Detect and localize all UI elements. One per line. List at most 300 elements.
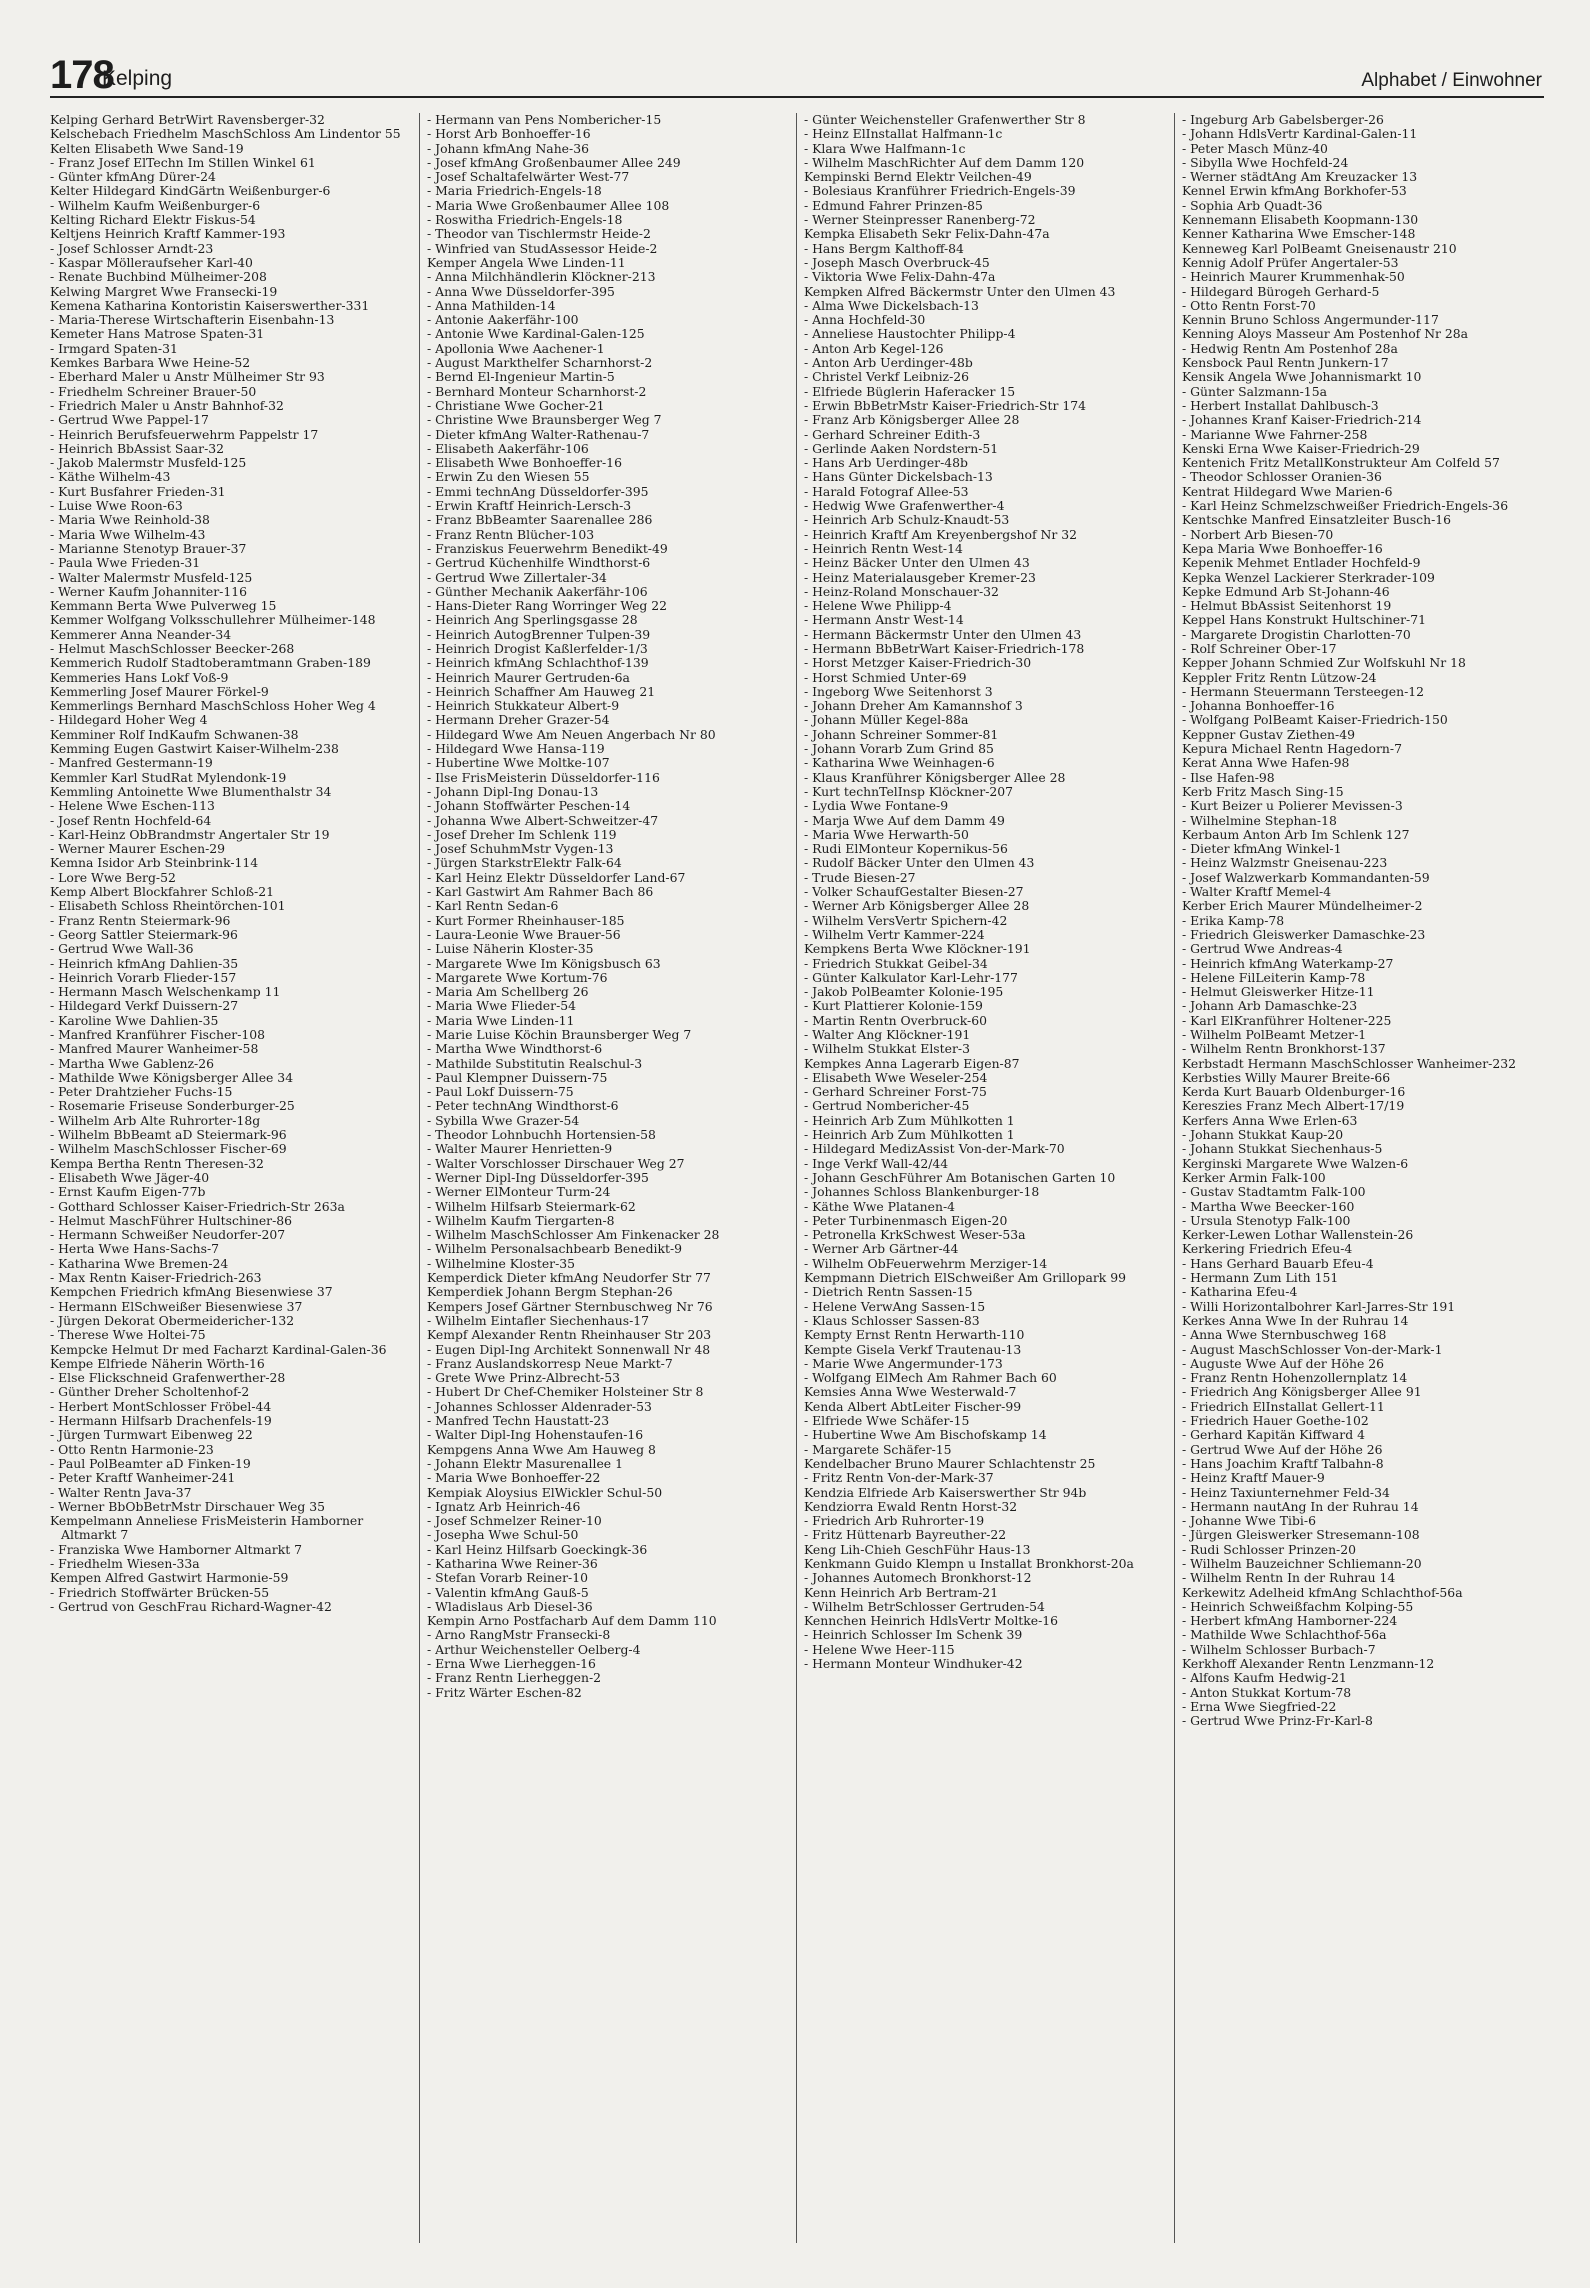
directory-entry: - Irmgard Spaten-31 [50, 340, 178, 356]
directory-entry: - Helmut MaschSchlosser Beecker-268 [50, 640, 295, 656]
directory-entry: - Hildegard Wwe Am Neuen Angerbach Nr 80 [427, 726, 716, 742]
running-head: Kelping [102, 67, 173, 90]
directory-entry: - Heinrich AutogBrenner Tulpen-39 [427, 626, 651, 642]
directory-entry: - Johannes Automech Bronkhorst-12 [804, 1570, 1032, 1586]
directory-entry: - Gertrud Wwe Pappel-17 [50, 412, 209, 428]
directory-entry: - Rudolf Bäcker Unter den Ulmen 43 [804, 855, 1035, 871]
directory-entry: - Johann Elektr Masurenallee 1 [427, 1455, 623, 1471]
directory-entry: - Johann Dreher Am Kamannshof 3 [804, 698, 1023, 714]
directory-entry: - Wilhelm Vertr Kammer-224 [804, 926, 985, 942]
directory-entry: - Wolfgang ElMech Am Rahmer Bach 60 [804, 1370, 1057, 1386]
directory-entry: - Heinrich kfmAng Dahlien-35 [50, 955, 239, 971]
directory-entry: - Walter Rentn Java-37 [50, 1484, 192, 1500]
directory-entry: - Gertrud Wwe Zillertaler-34 [427, 569, 607, 585]
directory-entry: - Luise Näherin Kloster-35 [427, 941, 594, 957]
directory-entry: - Maria Wwe Herwarth-50 [804, 826, 969, 842]
directory-entry: - Hubertine Wwe Am Bischofskamp 14 [804, 1427, 1047, 1443]
directory-entry: - Kaspar Mölleraufseher Karl-40 [50, 254, 253, 270]
directory-entry: - Theodor Lohnbuchh Hortensien-58 [427, 1127, 656, 1143]
directory-entry: - Friedrich Gleiswerker Damaschke-23 [1182, 926, 1426, 942]
directory-entry: Kerbaum Anton Arb Im Schlenk 127 [1182, 826, 1410, 842]
directory-entry: - Klaus Schlosser Sassen-83 [804, 1312, 980, 1328]
directory-entry: - Franz Arb Königsberger Allee 28 [804, 412, 1020, 428]
directory-entry: Kemminer Rolf IndKaufm Schwanen-38 [50, 726, 299, 742]
directory-entry: Kempken Alfred Bäckermstr Unter den Ulmen 43 [804, 283, 1116, 299]
directory-entry: - Helene FilLeiterin Kamp-78 [1182, 969, 1366, 985]
directory-entry: - Wladislaus Arb Diesel-36 [427, 1598, 593, 1614]
directory-entry: - Gertrud von GeschFrau Richard-Wagner-42 [50, 1598, 332, 1614]
directory-entry: - Wilhelm ObFeuerwehrm Merziger-14 [804, 1255, 1048, 1271]
directory-entry: - Werner Arb Gärtner-44 [804, 1241, 959, 1257]
directory-entry: - Karl Heinz Hilfsarb Goeckingk-36 [427, 1541, 648, 1557]
directory-entry: - Gustav Stadtamtm Falk-100 [1182, 1184, 1366, 1200]
directory-entry: Kerkewitz Adelheid kfmAng Schlachthof-56a [1182, 1584, 1463, 1600]
directory-entry: - Hermann Schweißer Neudorfer-207 [50, 1227, 286, 1243]
directory-entry: - Sibylla Wwe Hochfeld-24 [1182, 154, 1349, 170]
directory-entry: Kempgens Anna Wwe Am Hauweg 8 [427, 1441, 656, 1457]
directory-entry: - Inge Verkf Wall-42/44 [804, 1155, 949, 1171]
directory-entry: - Günter kfmAng Dürer-24 [50, 169, 216, 185]
directory-entry: Kempa Bertha Rentn Theresen-32 [50, 1155, 264, 1171]
directory-entry: - Elisabeth Wwe Weseler-254 [804, 1069, 988, 1085]
directory-entry: Kerkes Anna Wwe In der Ruhrau 14 [1182, 1312, 1409, 1328]
directory-entry: - Paul Lokf Duissern-75 [427, 1084, 574, 1100]
directory-entry: - Werner Arb Königsberger Allee 28 [804, 898, 1030, 914]
directory-entry: Kepke Edmund Arb St-Johann-46 [1182, 583, 1390, 599]
directory-entry: - Winfried van StudAssessor Heide-2 [427, 240, 658, 256]
directory-entry: - Walter Ang Klöckner-191 [804, 1027, 971, 1042]
directory-entry: - Erwin Kraftf Heinrich-Lersch-3 [427, 498, 632, 514]
directory-entry: - Anton Stukkat Kortum-78 [1182, 1684, 1352, 1700]
directory-entry: - Klaus Kranführer Königsberger Allee 28 [804, 769, 1066, 785]
directory-entry: Kendziorra Ewald Rentn Horst-32 [804, 1498, 1018, 1514]
directory-entry: - Gertrud Küchenhilfe Windthorst-6 [427, 555, 651, 571]
directory-entry: - Rudi ElMonteur Kopernikus-56 [804, 841, 1008, 857]
directory-entry: Kelwing Margret Wwe Fransecki-19 [50, 283, 278, 299]
directory-entry: - Fritz Wärter Eschen-82 [427, 1684, 582, 1700]
directory-entry: - Josef SchuhmMstr Vygen-13 [427, 841, 614, 857]
directory-entry: - Jürgen StarkstrElektr Falk-64 [427, 855, 622, 871]
directory-entry: - Johann Stukkat Kaup-20 [1182, 1127, 1344, 1143]
directory-entry: - Herta Wwe Hans-Sachs-7 [50, 1241, 220, 1257]
directory-entry: - Otto Rentn Harmonie-23 [50, 1441, 214, 1457]
directory-entry: - Johann Müller Kegel-88a [804, 712, 969, 728]
directory-entry: - Marja Wwe Auf dem Damm 49 [804, 812, 1005, 828]
directory-entry: - Johanna Wwe Albert-Schweitzer-47 [427, 812, 659, 828]
directory-entry: - Viktoria Wwe Felix-Dahn-47a [804, 269, 996, 285]
directory-entry: - Edmund Fahrer Prinzen-85 [804, 197, 983, 213]
directory-entry: - Käthe Wilhelm-43 [50, 469, 171, 485]
directory-entry: - Josef Schlosser Arndt-23 [50, 240, 214, 256]
directory-entry: Kerfers Anna Wwe Erlen-63 [1182, 1112, 1358, 1128]
directory-entry: - Christiane Wwe Gocher-21 [427, 397, 605, 413]
directory-entry: - Johannes Schloss Blankenburger-18 [804, 1184, 1040, 1200]
directory-entry: - Walter Vorschlosser Dirschauer Weg 27 [427, 1155, 685, 1171]
directory-entry: - Sybilla Wwe Grazer-54 [427, 1112, 580, 1128]
directory-entry: - Heinrich Arb Zum Mühlkotten 1 [804, 1112, 1015, 1128]
directory-entry: - Johann Arb Damaschke-23 [1182, 998, 1358, 1014]
directory-entry: - Anna Mathilden-14 [427, 297, 556, 313]
directory-entry: - Elisabeth Wwe Bonhoeffer-16 [427, 455, 622, 471]
directory-entry: - Jakob PolBeamter Kolonie-195 [804, 984, 1004, 1000]
section-title: Alphabet / Einwohner [1361, 70, 1542, 91]
directory-entry: - Jürgen Turmwart Eibenweg 22 [50, 1427, 253, 1443]
directory-entry: - Katharina Wwe Weinhagen-6 [804, 755, 995, 771]
directory-entry: - Walter Kraftf Memel-4 [1182, 884, 1332, 900]
directory-entry: - Rudi Schlosser Prinzen-20 [1182, 1541, 1357, 1557]
directory-entry: - Horst Schmied Unter-69 [804, 669, 967, 685]
directory-entry: - Hermann Anstr West-14 [804, 612, 964, 628]
directory-entry: - Emmi technAng Düsseldorfer-395 [427, 483, 649, 499]
directory-entry: - Heinrich Arb Schulz-Knaudt-53 [804, 512, 1010, 528]
directory-entry: - Karl Heinz Schmelzschweißer Friedrich-Engels-36 [1182, 498, 1509, 514]
directory-entry: - Wilhelm Kaufm Weißenburger-6 [50, 197, 261, 213]
directory-entry: - Wilhelm Rentn Bronkhorst-137 [1182, 1041, 1386, 1057]
directory-entry: - Maria Am Schellberg 26 [427, 984, 589, 1000]
directory-entry: - Manfred Maurer Wanheimer-58 [50, 1041, 259, 1057]
directory-entry: - Johanna Bonhoeffer-16 [1182, 698, 1335, 714]
directory-entry: Kensbock Paul Rentn Junkern-17 [1182, 355, 1389, 371]
directory-entry: - Herbert Installat Dahlbusch-3 [1182, 397, 1379, 413]
directory-entry: Kempmann Dietrich ElSchweißer Am Grillopark 99 [804, 1270, 1126, 1286]
directory-entry: - Hubert Dr Chef-Chemiker Holsteiner Str 8 [427, 1384, 704, 1400]
directory-entry: - Walter Maurer Henrietten-9 [427, 1141, 613, 1157]
directory-entry: Kerber Erich Maurer Mündelheimer-2 [1182, 898, 1423, 914]
directory-entry: - Dieter kfmAng Winkel-1 [1182, 841, 1342, 857]
directory-entry: - Gerhard Kapitän Kiffward 4 [1182, 1427, 1365, 1443]
directory-entry: Kemena Katharina Kontoristin Kaiserswerther-331 [50, 297, 370, 313]
directory-entry: - Heinrich Schlosser Im Schenk 39 [804, 1627, 1023, 1643]
directory-entry: Kendelbacher Bruno Maurer Schlachtenstr 25 [804, 1455, 1096, 1471]
directory-entry: - Herbert MontSchlosser Fröbel-44 [50, 1398, 272, 1414]
directory-entry: - Therese Wwe Holtei-75 [50, 1327, 206, 1343]
directory-entry: - Stefan Vorarb Reiner-10 [427, 1570, 589, 1586]
directory-entry: Kemming Eugen Gastwirt Kaiser-Wilhelm-238 [50, 741, 339, 757]
column-divider [419, 113, 420, 2243]
directory-entry: - Johann GeschFührer Am Botanischen Garten 10 [804, 1169, 1116, 1185]
directory-entry: - Maria Friedrich-Engels-18 [427, 183, 602, 199]
directory-entry: - Alfons Kaufm Hedwig-21 [1182, 1670, 1347, 1686]
directory-entry: - Hildegard MedizAssist Von-der-Mark-70 [804, 1141, 1065, 1157]
directory-entry: Kenn Heinrich Arb Bertram-21 [804, 1584, 999, 1600]
directory-entry: Keng Lih-Chieh GeschFühr Haus-13 [804, 1541, 1031, 1557]
directory-entry: - Hans Bergm Kalthoff-84 [804, 240, 964, 256]
directory-entry: - Wilhelm Arb Alte Ruhrorter-18g [50, 1112, 261, 1128]
directory-entry: - Sophia Arb Quadt-36 [1182, 197, 1323, 213]
directory-entry: - Erika Kamp-78 [1182, 912, 1285, 928]
directory-entry: - Hildegard Verkf Duissern-27 [50, 998, 239, 1014]
directory-entry: - Günter Kalkulator Karl-Lehr-177 [804, 969, 1018, 985]
directory-entry: - Werner städtAng Am Kreuzacker 13 [1182, 169, 1418, 185]
directory-entry: - Erwin BbBetrMstr Kaiser-Friedrich-Str 174 [804, 397, 1086, 413]
directory-entry: Kemmler Karl StudRat Mylendonk-19 [50, 769, 287, 785]
directory-entry: Kempf Alexander Rentn Rheinhauser Str 203 [427, 1327, 712, 1343]
directory-entry: - Eberhard Maler u Anstr Mülheimer Str 93 [50, 369, 325, 385]
directory-entry: - Kurt Beizer u Polierer Mevissen-3 [1182, 798, 1403, 814]
directory-entry: - Walter Malermstr Musfeld-125 [50, 569, 253, 585]
directory-entry: - Wilhelm VersVertr Spichern-42 [804, 912, 1008, 928]
directory-entry: - Heinrich Maurer Gertruden-6a [427, 669, 630, 685]
directory-entry: - Hans Arb Uerdinger-48b [804, 455, 968, 471]
directory-entry: Kemmerlings Bernhard MaschSchloss Hoher Weg 4 [50, 698, 376, 714]
directory-entry: - Auguste Wwe Auf der Höhe 26 [1182, 1355, 1385, 1371]
directory-entry: - Friedrich Maler u Anstr Bahnhof-32 [50, 397, 284, 413]
directory-entry: - Franz Rentn Hohenzollernplatz 14 [1182, 1370, 1408, 1386]
directory-entry: - Kurt technTelInsp Klöckner-207 [804, 783, 1014, 799]
directory-entry: Kemmer Wolfgang Volksschullehrer Mülheimer-148 [50, 612, 376, 628]
directory-entry: Kemeter Hans Matrose Spaten-31 [50, 326, 265, 342]
directory-entry: - Anna Milchhändlerin Klöckner-213 [427, 269, 656, 285]
directory-entry: Kereszies Franz Mech Albert-17/19 [1182, 1098, 1405, 1114]
directory-entry: - Heinz Walzmstr Gneisenau-223 [1182, 855, 1388, 871]
directory-entry: - Katharina Efeu-4 [1182, 1284, 1298, 1300]
directory-entry: Kentschke Manfred Einsatzleiter Busch-16 [1182, 512, 1452, 528]
directory-entry: - Volker SchaufGestalter Biesen-27 [804, 884, 1024, 900]
directory-entry: - Jürgen Gleiswerker Stresemann-108 [1182, 1527, 1420, 1543]
directory-entry: - Hermann Steuermann Tersteegen-12 [1182, 683, 1425, 699]
directory-entry: - Kurt Plattierer Kolonie-159 [804, 998, 983, 1014]
directory-entry: Kemmling Antoinette Wwe Blumenthalstr 34 [50, 783, 332, 799]
directory-entry: Kentenich Fritz MetallKonstrukteur Am Colfeld 57 [1182, 455, 1500, 471]
directory-entry: - Heinz Materialausgeber Kremer-23 [804, 569, 1036, 585]
directory-entry: - Elisabeth Wwe Jäger-40 [50, 1169, 210, 1185]
directory-entry: Kerker-Lewen Lothar Wallenstein-26 [1182, 1227, 1414, 1243]
directory-entry: - Apollonia Wwe Aachener-1 [427, 340, 605, 356]
directory-entry: - Ingeburg Arb Gabelsberger-26 [1182, 113, 1384, 127]
directory-entry: Kerbstadt Hermann MaschSchlosser Wanheimer-232 [1182, 1055, 1517, 1071]
directory-entry: - Hans Günter Dickelsbach-13 [804, 469, 993, 485]
directory-entry: Keppel Hans Konstrukt Hultschiner-71 [1182, 612, 1427, 628]
directory-entry: Kelting Richard Elektr Fiskus-54 [50, 212, 256, 228]
directory-entry: - Johann Stoffwärter Peschen-14 [427, 798, 631, 814]
directory-entry: - Arthur Weichensteller Oelberg-4 [427, 1641, 641, 1657]
directory-entry: Kenning Aloys Masseur Am Postenhof Nr 28a [1182, 326, 1469, 342]
directory-entry: Kerda Kurt Bauarb Oldenburger-16 [1182, 1084, 1406, 1100]
directory-entry: - Johanne Wwe Tibi-6 [1182, 1513, 1316, 1529]
directory-entry: - Hildegard Bürogeh Gerhard-5 [1182, 283, 1380, 299]
directory-entry: - Rolf Schreiner Ober-17 [1182, 640, 1337, 656]
directory-entry: Kerkering Friedrich Efeu-4 [1182, 1241, 1353, 1257]
directory-entry: - Heinz Bäcker Unter den Ulmen 43 [804, 555, 1030, 571]
directory-entry: Kempelmann Anneliese FrisMeisterin Hamborner Altmarkt 7 [50, 1513, 364, 1543]
directory-entry: Kemmerling Josef Maurer Förkel-9 [50, 683, 269, 699]
directory-column-2 [427, 113, 789, 2263]
directory-entry: - Hans-Dieter Rang Worringer Weg 22 [427, 598, 668, 614]
directory-entry: - Franz Auslandskorresp Neue Markt-7 [427, 1355, 673, 1371]
directory-entry: - Margarete Drogistin Charlotten-70 [1182, 626, 1411, 642]
directory-entry: - Margarete Wwe Kortum-76 [427, 969, 608, 985]
directory-entry: - Friedrich Arb Ruhrorter-19 [804, 1513, 985, 1529]
directory-entry: - Marie Wwe Angermunder-173 [804, 1355, 1003, 1371]
directory-entry: - Luise Wwe Roon-63 [50, 498, 183, 514]
directory-entry: Kelping Gerhard BetrWirt Ravensberger-32 [50, 113, 325, 127]
directory-entry: Kerginski Margarete Wwe Walzen-6 [1182, 1155, 1409, 1171]
directory-entry: - Johannes Kranf Kaiser-Friedrich-214 [1182, 412, 1422, 428]
directory-entry: - Karl-Heinz ObBrandmstr Angertaler Str 19 [50, 826, 330, 842]
directory-entry: Kentrat Hildegard Wwe Marien-6 [1182, 483, 1393, 499]
column-divider [796, 113, 797, 2243]
directory-entry: Kemmeries Hans Lokf Voß-9 [50, 669, 229, 685]
directory-entry: - Hermann van Pens Nombericher-15 [427, 113, 662, 127]
directory-entry: Keppler Fritz Rentn Lützow-24 [1182, 669, 1377, 685]
directory-entry: - Josef Walzwerkarb Kommandanten-59 [1182, 869, 1430, 885]
directory-entry: - Hermann BbBetrWart Kaiser-Friedrich-178 [804, 640, 1085, 656]
directory-entry: - Werner ElMonteur Turm-24 [427, 1184, 611, 1200]
directory-entry: - Hermann Dreher Grazer-54 [427, 712, 610, 728]
directory-entry: - Max Rentn Kaiser-Friedrich-263 [50, 1270, 262, 1286]
directory-entry: Kempkens Berta Wwe Klöckner-191 [804, 941, 1031, 957]
directory-entry: Keltjens Heinrich Kraftf Kammer-193 [50, 226, 286, 242]
directory-entry: - Roswitha Friedrich-Engels-18 [427, 212, 623, 228]
directory-entry: - Wilhelm Rentn In der Ruhrau 14 [1182, 1570, 1396, 1586]
directory-entry: Kempe Elfriede Näherin Wörth-16 [50, 1355, 265, 1371]
directory-entry: - Rosemarie Friseuse Sonderburger-25 [50, 1098, 295, 1114]
directory-entry: - Wilhelm Schlosser Burbach-7 [1182, 1641, 1376, 1657]
directory-entry: - Karoline Wwe Dahlien-35 [50, 1012, 219, 1028]
directory-entry: - Paula Wwe Frieden-31 [50, 555, 201, 571]
directory-entry: - Jakob Malermstr Musfeld-125 [50, 455, 247, 471]
directory-entry: - Helene Wwe Philipp-4 [804, 598, 952, 614]
directory-entry: - Mathilde Substitutin Realschul-3 [427, 1055, 643, 1071]
directory-entry: Kenkmann Guido Klempn u Installat Bronkhorst-20a [804, 1555, 1134, 1571]
directory-entry: - Willi Horizontalbohrer Karl-Jarres-Str 191 [1182, 1298, 1456, 1314]
directory-entry: - Antonie Aakerfähr-100 [427, 312, 579, 328]
directory-column-1 [50, 113, 412, 2263]
directory-entry: - Paul PolBeamter aD Finken-19 [50, 1455, 251, 1471]
directory-entry: - Hermann ElSchweißer Biesenwiese 37 [50, 1298, 303, 1314]
directory-entry: - Johann Stukkat Siechenhaus-5 [1182, 1141, 1383, 1157]
directory-entry: Kempchen Friedrich kfmAng Biesenwiese 37 [50, 1284, 333, 1300]
directory-entry: - Christel Verkf Leibniz-26 [804, 369, 970, 385]
directory-entry: - Werner BbObBetrMstr Dirschauer Weg 35 [50, 1498, 325, 1514]
directory-entry: - Marianne Stenotyp Brauer-37 [50, 540, 247, 556]
directory-entry: - Laura-Leonie Wwe Brauer-56 [427, 926, 621, 942]
directory-entry: - Anna Wwe Düsseldorfer-395 [427, 283, 615, 299]
directory-entry: Kemkes Barbara Wwe Heine-52 [50, 355, 251, 371]
directory-entry: Kemsies Anna Wwe Westerwald-7 [804, 1384, 1017, 1400]
directory-entry: - Friedhelm Schreiner Brauer-50 [50, 383, 257, 399]
directory-entry: Kempty Ernst Rentn Herwarth-110 [804, 1327, 1025, 1343]
directory-entry: Kempin Arno Postfacharb Auf dem Damm 110 [427, 1613, 717, 1629]
directory-entry: Kepka Wenzel Lackierer Sterkrader-109 [1182, 569, 1435, 585]
directory-entry: - Karl Rentn Sedan-6 [427, 898, 559, 914]
directory-entry: - Friedrich Stukkat Geibel-34 [804, 955, 988, 971]
directory-entry: - Ernst Kaufm Eigen-77b [50, 1184, 206, 1200]
directory-entry: - Gotthard Schlosser Kaiser-Friedrich-Str 263a [50, 1198, 345, 1214]
directory-entry: Kerb Fritz Masch Sing-15 [1182, 783, 1344, 799]
column-divider [1174, 113, 1175, 2243]
directory-entry: - Dietrich Rentn Sassen-15 [804, 1284, 973, 1300]
directory-entry: - Gerlinde Aaken Nordstern-51 [804, 440, 999, 456]
directory-entry: - Maria Wwe Großenbaumer Allee 108 [427, 197, 670, 213]
directory-entry: - Wilhelm Bauzeichner Schliemann-20 [1182, 1555, 1422, 1571]
directory-entry: - Hubertine Wwe Moltke-107 [427, 755, 610, 771]
directory-entry: - Josef Rentn Hochfeld-64 [50, 812, 212, 828]
directory-entry: - Jürgen Dekorat Obermeidericher-132 [50, 1312, 295, 1328]
directory-entry: - Marianne Wwe Fahrner-258 [1182, 426, 1368, 442]
directory-entry: - Mathilde Wwe Königsberger Allee 34 [50, 1069, 294, 1085]
directory-entry: - Franz Rentn Lierheggen-2 [427, 1670, 602, 1686]
directory-entry: - Hermann Masch Welschenkamp 11 [50, 984, 281, 1000]
directory-entry: - Ignatz Arb Heinrich-46 [427, 1498, 581, 1514]
directory-entry: - Helmut BbAssist Seitenhorst 19 [1182, 598, 1392, 614]
directory-entry: - Franz Josef ElTechn Im Stillen Winkel 61 [50, 154, 316, 170]
directory-entry: Kempka Elisabeth Sekr Felix-Dahn-47a [804, 226, 1050, 242]
directory-entry: - August MaschSchlosser Von-der-Mark-1 [1182, 1341, 1443, 1357]
directory-entry: - Theodor van Tischlermstr Heide-2 [427, 226, 651, 242]
directory-entry: - Katharina Wwe Reiner-36 [427, 1555, 598, 1571]
directory-entry: - Friedrich Hauer Goethe-102 [1182, 1413, 1369, 1429]
directory-entry: - Johann HdlsVertr Kardinal-Galen-11 [1182, 126, 1418, 142]
directory-columns [50, 113, 1544, 2263]
directory-entry: - Maria-Therese Wirtschafterin Eisenbahn-13 [50, 312, 335, 328]
directory-entry: - Heinrich kfmAng Schlachthof-139 [427, 655, 649, 671]
directory-entry: - Elisabeth Aakerfähr-106 [427, 440, 589, 456]
directory-entry: - Alma Wwe Dickelsbach-13 [804, 297, 979, 313]
directory-entry: - Heinrich Drogist Kaßlerfelder-1/3 [427, 640, 648, 656]
directory-entry: - Wilhelm BbBeamt aD Steiermark-96 [50, 1127, 287, 1143]
directory-entry: - Marie Luise Köchin Braunsberger Weg 7 [427, 1027, 692, 1042]
directory-entry: - Lore Wwe Berg-52 [50, 869, 176, 885]
directory-entry: - Peter technAng Windthorst-6 [427, 1098, 619, 1114]
directory-entry: - Hermann nautAng In der Ruhrau 14 [1182, 1498, 1419, 1514]
directory-entry: Kempkes Anna Lagerarb Eigen-87 [804, 1055, 1020, 1071]
directory-entry: - Wilhelm MaschRichter Auf dem Damm 120 [804, 154, 1085, 170]
directory-entry: - Joseph Masch Overbruck-45 [804, 254, 990, 270]
directory-entry: - Erna Wwe Lierheggen-16 [427, 1656, 596, 1672]
directory-entry: Kerbsties Willy Maurer Breite-66 [1182, 1069, 1391, 1085]
directory-entry: - Wilhelm BetrSchlosser Gertruden-54 [804, 1598, 1045, 1614]
directory-entry: - Peter Turbinenmasch Eigen-20 [804, 1212, 1008, 1228]
directory-entry: - Wilhelm MaschSchlosser Fischer-69 [50, 1141, 287, 1157]
directory-entry: - Heinrich Berufsfeuerwehrm Pappelstr 17 [50, 426, 319, 442]
directory-entry: - Horst Metzger Kaiser-Friedrich-30 [804, 655, 1032, 671]
directory-entry: - Manfred Kranführer Fischer-108 [50, 1027, 266, 1042]
directory-entry: - Klara Wwe Halfmann-1c [804, 140, 966, 156]
directory-entry: - Hermann Bäckermstr Unter den Ulmen 43 [804, 626, 1082, 642]
directory-entry: - Heinz-Roland Monschauer-32 [804, 583, 999, 599]
directory-entry: - Martha Wwe Gablenz-26 [50, 1055, 214, 1071]
directory-entry: - Hermann Zum Lith 151 [1182, 1270, 1339, 1286]
directory-entry: - Renate Buchbind Mülheimer-208 [50, 269, 267, 285]
directory-entry: - Heinrich BbAssist Saar-32 [50, 440, 225, 456]
directory-entry: - Hildegard Hoher Weg 4 [50, 712, 208, 728]
directory-entry: - Ursula Stenotyp Falk-100 [1182, 1212, 1351, 1228]
directory-entry: Kenner Katharina Wwe Emscher-148 [1182, 226, 1416, 242]
directory-entry: - Gertrud Wwe Prinz-Fr-Karl-8 [1182, 1713, 1373, 1729]
directory-entry: - Elisabeth Schloss Rheintörchen-101 [50, 898, 286, 914]
directory-entry: - Petronella KrkSchwest Weser-53a [804, 1227, 1026, 1243]
directory-entry: - Friedrich Stoffwärter Brücken-55 [50, 1584, 270, 1600]
directory-entry: - Franz BbBeamter Saarenallee 286 [427, 512, 653, 528]
directory-entry: - Bernd El-Ingenieur Martin-5 [427, 369, 615, 385]
directory-entry: Kemperdiek Johann Bergm Stephan-26 [427, 1284, 673, 1300]
directory-entry: - Helene VerwAng Sassen-15 [804, 1298, 986, 1314]
directory-entry: Kenski Erna Wwe Kaiser-Friedrich-29 [1182, 440, 1420, 456]
directory-entry: - Wolfgang PolBeamt Kaiser-Friedrich-150 [1182, 712, 1448, 728]
directory-entry: - Gerhard Schreiner Forst-75 [804, 1084, 987, 1100]
directory-entry: - Heinrich kfmAng Waterkamp-27 [1182, 955, 1394, 971]
directory-entry: - Ingeborg Wwe Seitenhorst 3 [804, 683, 993, 699]
directory-entry: - Grete Wwe Prinz-Albrecht-53 [427, 1370, 621, 1386]
directory-entry: - Anton Arb Uerdinger-48b [804, 355, 973, 371]
directory-entry: - Peter Kraftf Wanheimer-241 [50, 1470, 236, 1486]
directory-entry: - Friedrich Ang Königsberger Allee 91 [1182, 1384, 1422, 1400]
directory-entry: - Wilhelm Personalsachbearb Benedikt-9 [427, 1241, 683, 1257]
directory-entry: - Margarete Schäfer-15 [804, 1441, 952, 1457]
directory-entry: - Günter Salzmann-15a [1182, 383, 1327, 399]
directory-entry: - Günther Dreher Scholtenhof-2 [50, 1384, 250, 1400]
